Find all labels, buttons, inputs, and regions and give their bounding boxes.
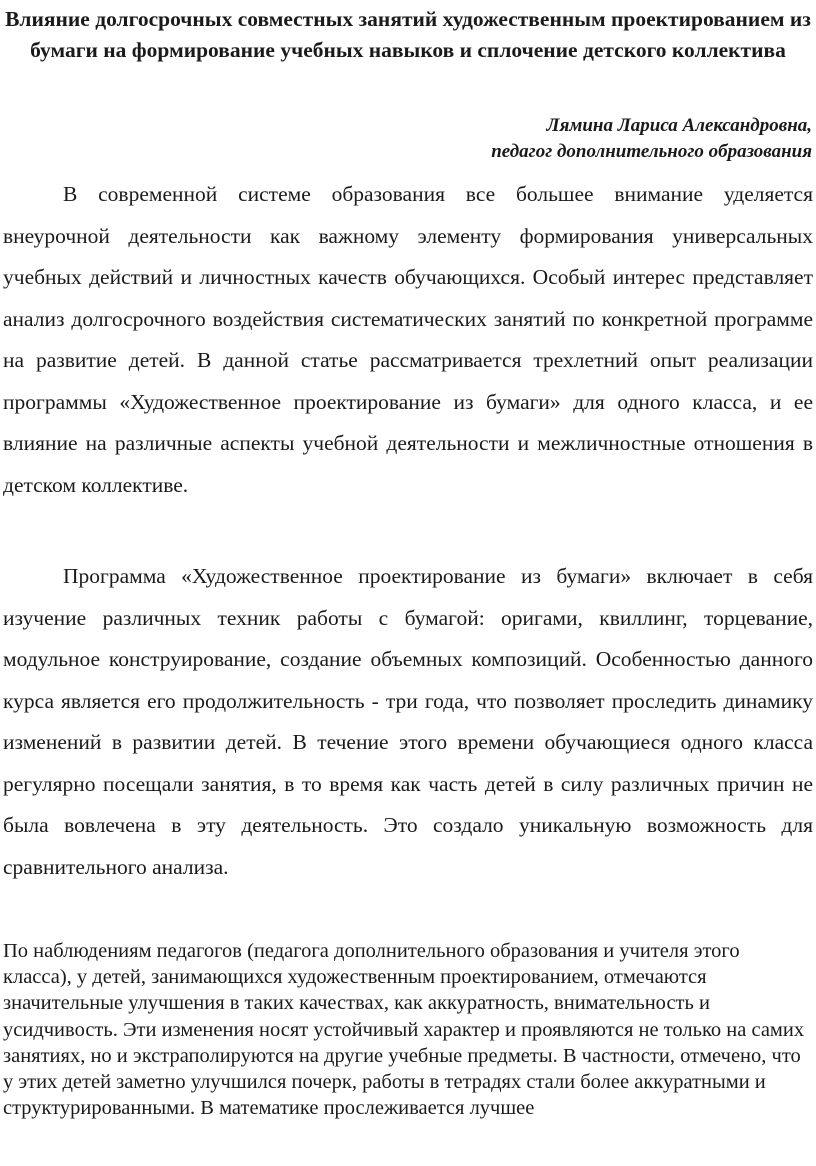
article-title: Влияние долгосрочных совместных занятий художественным проектированием из бумаги на формирование учебных навыков и сплочение детского коллектива: [5, 7, 811, 62]
author-position: педагог дополнительного образования: [491, 141, 812, 162]
author-block: [491, 113, 812, 165]
paragraph-observations: По наблюдениям педагогов (педагога дополнительного образования и учителя этого класса), у детей, занимающихся художественным проектированием, отмечаются значительные улучшения в таких качествах, как аккуратность, внимательность и усидчивость. Эти изменения носят устойчивый характер и проявляются не только на самих занятиях, но и экстраполируются на другие учебные предметы. В частности, отмечено, что у этих детей заметно улучшился почерк, работы в тетрадях стали более аккуратными и структурированными. В математике прослеживается лучшее: [3, 940, 805, 1120]
author-name: Лямина Лариса Александровна,: [546, 115, 812, 136]
paragraph-introduction: В современной системе образования все большее внимание уделяется внеурочной деятельности как важному элементу формирования универсальных учебных действий и личностных качеств обучающихся. Особый интерес представляет анализ долгосрочного воздействия систематических занятий по конкретной программе на развитие детей. В данной статье рассматривается трехлетний опыт реализации программы «Художественное проектирование из бумаги» для одного класса, и ее влияние на различные аспекты учебной деятельности и межличностные отношения в детском коллективе.: [3, 182, 813, 497]
paragraph-program: Программа «Художественное проектирование из бумаги» включает в себя изучение различных техник работы с бумагой: оригами, квиллинг, торцевание, модульное конструирование, создание объемных композиций. Особенностью данного курса является его продолжительность - три года, что позволяет проследить динамику изменений в развитии детей. В течение этого времени обучающиеся одного класса регулярно посещали занятия, в то время как часть детей в силу различных причин не была вовлечена в эту деятельность. Это создало уникальную возможность для сравнительного анализа.: [3, 564, 813, 879]
